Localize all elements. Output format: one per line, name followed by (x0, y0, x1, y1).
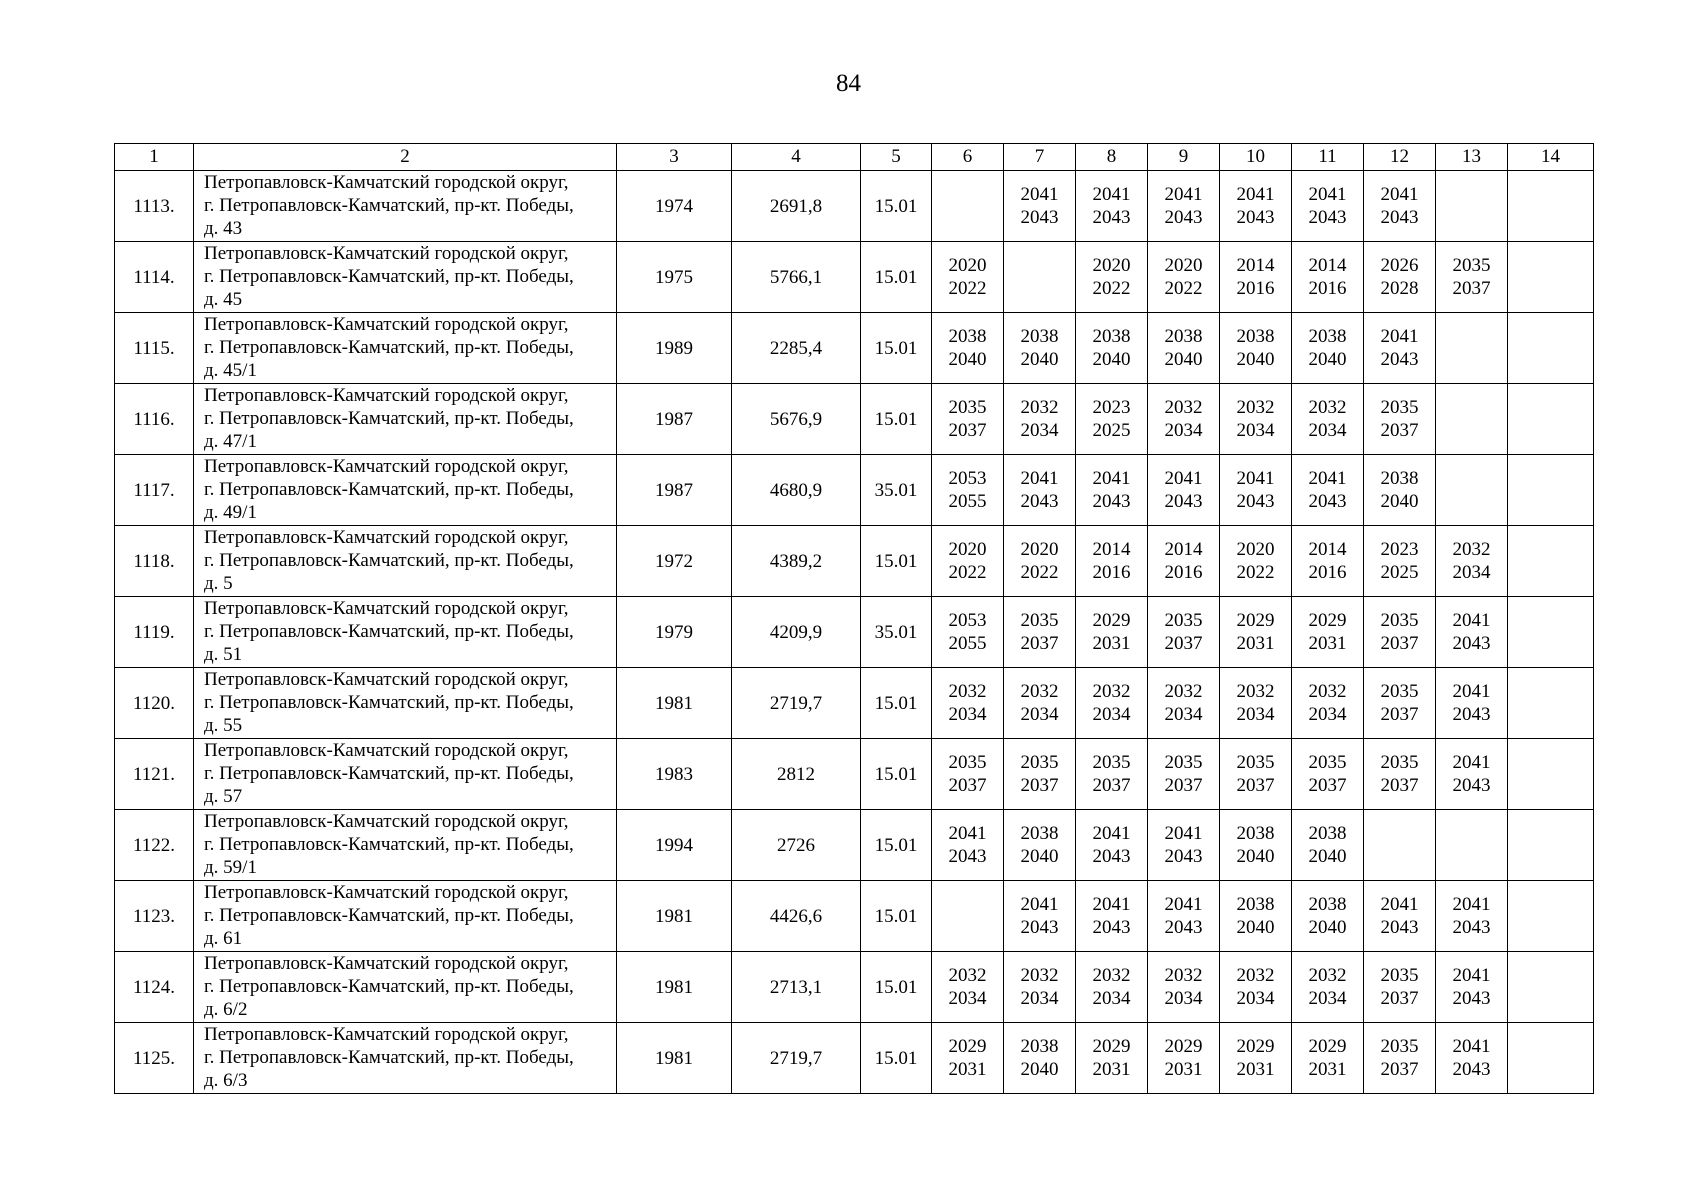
repair-period-cell: 2038 2040 (1292, 881, 1364, 952)
repair-period-cell: 2014 2016 (1292, 526, 1364, 597)
area-cell: 2719,7 (732, 668, 861, 739)
repair-period-cell (1508, 952, 1594, 1023)
repair-period-cell (932, 171, 1004, 242)
page-number: 84 (836, 70, 861, 97)
address-cell: Петропавловск-Камчатский городской округ, г. Петропавловск-Камчатский, пр-кт. Победы, д. 51 (194, 597, 617, 668)
repair-period-cell: 2032 2034 (1148, 952, 1220, 1023)
repair-period-cell (1508, 597, 1594, 668)
repair-period-cell: 2035 2037 (1436, 242, 1508, 313)
repair-period-cell: 2029 2031 (1220, 1023, 1292, 1094)
repair-period-cell (1436, 171, 1508, 242)
repair-period-cell: 2020 2022 (932, 242, 1004, 313)
repair-period-cell: 2032 2034 (1436, 526, 1508, 597)
code-cell: 15.01 (861, 810, 932, 881)
row-number-cell: 1124. (115, 952, 194, 1023)
code-cell: 15.01 (861, 1023, 932, 1094)
row-number-cell: 1117. (115, 455, 194, 526)
area-cell: 4426,6 (732, 881, 861, 952)
area-cell: 2285,4 (732, 313, 861, 384)
area-cell: 2691,8 (732, 171, 861, 242)
repair-period-cell: 2038 2040 (1220, 810, 1292, 881)
table-body (115, 171, 1594, 1094)
area-cell: 2726 (732, 810, 861, 881)
repair-period-cell: 2038 2040 (1004, 313, 1076, 384)
repair-period-cell: 2014 2016 (1148, 526, 1220, 597)
repair-period-cell (1508, 455, 1594, 526)
build-year-cell: 1972 (617, 526, 732, 597)
repair-period-cell: 2029 2031 (1292, 1023, 1364, 1094)
repair-period-cell (1508, 668, 1594, 739)
repair-period-cell (1508, 526, 1594, 597)
area-cell: 4209,9 (732, 597, 861, 668)
repair-period-cell: 2035 2037 (932, 739, 1004, 810)
table-row (115, 597, 1594, 668)
repair-period-cell: 2023 2025 (1364, 526, 1436, 597)
repair-period-cell: 2035 2037 (1364, 1023, 1436, 1094)
repair-period-cell: 2032 2034 (932, 952, 1004, 1023)
repair-period-cell: 2041 2043 (1076, 171, 1148, 242)
repair-period-cell (1508, 810, 1594, 881)
repair-period-cell: 2041 2043 (1220, 171, 1292, 242)
row-number-cell: 1121. (115, 739, 194, 810)
repair-period-cell (1436, 313, 1508, 384)
repair-period-cell: 2038 2040 (1292, 810, 1364, 881)
repair-period-cell (1436, 810, 1508, 881)
table-row (115, 1023, 1594, 1094)
build-year-cell: 1981 (617, 952, 732, 1023)
code-cell: 15.01 (861, 526, 932, 597)
repair-period-cell: 2032 2034 (1292, 384, 1364, 455)
repair-period-cell: 2035 2037 (1076, 739, 1148, 810)
table-row (115, 739, 1594, 810)
address-cell: Петропавловск-Камчатский городской округ, г. Петропавловск-Камчатский, пр-кт. Победы, д. 57 (194, 739, 617, 810)
build-year-cell: 1983 (617, 739, 732, 810)
code-cell: 15.01 (861, 171, 932, 242)
repair-period-cell: 2038 2040 (1148, 313, 1220, 384)
repair-period-cell: 2041 2043 (1292, 171, 1364, 242)
repair-period-cell: 2053 2055 (932, 597, 1004, 668)
row-number-cell: 1113. (115, 171, 194, 242)
repair-period-cell: 2035 2037 (1364, 668, 1436, 739)
address-cell: Петропавловск-Камчатский городской округ, г. Петропавловск-Камчатский, пр-кт. Победы, д. 6/2 (194, 952, 617, 1023)
address-cell: Петропавловск-Камчатский городской округ, г. Петропавловск-Камчатский, пр-кт. Победы, д. 45/1 (194, 313, 617, 384)
area-cell: 2812 (732, 739, 861, 810)
column-header: 6 (932, 144, 1004, 171)
column-header: 12 (1364, 144, 1436, 171)
repair-period-cell: 2020 2022 (1148, 242, 1220, 313)
repair-period-cell: 2041 2043 (1292, 455, 1364, 526)
repair-period-cell: 2041 2043 (1436, 597, 1508, 668)
code-cell: 35.01 (861, 455, 932, 526)
repair-period-cell: 2035 2037 (1004, 597, 1076, 668)
repair-period-cell: 2041 2043 (1004, 171, 1076, 242)
repair-period-cell: 2020 2022 (1220, 526, 1292, 597)
table-row (115, 171, 1594, 242)
repair-period-cell: 2035 2037 (1292, 739, 1364, 810)
address-cell: Петропавловск-Камчатский городской округ, г. Петропавловск-Камчатский, пр-кт. Победы, д. 55 (194, 668, 617, 739)
table-row (115, 384, 1594, 455)
area-cell: 2713,1 (732, 952, 861, 1023)
repair-period-cell: 2038 2040 (1364, 455, 1436, 526)
repair-period-cell: 2035 2037 (1364, 384, 1436, 455)
repair-period-cell: 2041 2043 (1148, 455, 1220, 526)
repair-period-cell: 2023 2025 (1076, 384, 1148, 455)
repair-period-cell: 2029 2031 (1292, 597, 1364, 668)
repair-period-cell: 2029 2031 (932, 1023, 1004, 1094)
repair-period-cell: 2035 2037 (1148, 597, 1220, 668)
row-number-cell: 1120. (115, 668, 194, 739)
row-number-cell: 1125. (115, 1023, 194, 1094)
repair-period-cell: 2032 2034 (1004, 384, 1076, 455)
repair-period-cell: 2038 2040 (1004, 810, 1076, 881)
build-year-cell: 1981 (617, 1023, 732, 1094)
repair-period-cell (1436, 384, 1508, 455)
repair-period-cell: 2041 2043 (1004, 881, 1076, 952)
address-cell: Петропавловск-Камчатский городской округ, г. Петропавловск-Камчатский, пр-кт. Победы, д. 5 (194, 526, 617, 597)
repair-period-cell (1508, 739, 1594, 810)
table-row (115, 455, 1594, 526)
repair-period-cell (1508, 384, 1594, 455)
address-cell: Петропавловск-Камчатский городской округ, г. Петропавловск-Камчатский, пр-кт. Победы, д. 61 (194, 881, 617, 952)
build-year-cell: 1979 (617, 597, 732, 668)
repair-period-cell: 2038 2040 (932, 313, 1004, 384)
column-header: 5 (861, 144, 932, 171)
table-row (115, 952, 1594, 1023)
repair-period-cell: 2035 2037 (1220, 739, 1292, 810)
column-header: 13 (1436, 144, 1508, 171)
code-cell: 15.01 (861, 952, 932, 1023)
repair-period-cell: 2038 2040 (1076, 313, 1148, 384)
repair-period-cell (1508, 242, 1594, 313)
build-year-cell: 1994 (617, 810, 732, 881)
repair-period-cell (1004, 242, 1076, 313)
repair-period-cell: 2029 2031 (1220, 597, 1292, 668)
row-number-cell: 1115. (115, 313, 194, 384)
build-year-cell: 1987 (617, 455, 732, 526)
address-cell: Петропавловск-Камчатский городской округ, г. Петропавловск-Камчатский, пр-кт. Победы, д. 45 (194, 242, 617, 313)
code-cell: 15.01 (861, 384, 932, 455)
repair-period-cell: 2041 2043 (1436, 1023, 1508, 1094)
repair-period-cell: 2029 2031 (1076, 1023, 1148, 1094)
repair-period-cell: 2041 2043 (1436, 668, 1508, 739)
repair-period-cell (1508, 313, 1594, 384)
column-header: 8 (1076, 144, 1148, 171)
column-header: 9 (1148, 144, 1220, 171)
repair-period-cell: 2038 2040 (1292, 313, 1364, 384)
code-cell: 15.01 (861, 739, 932, 810)
repair-period-cell: 2038 2040 (1220, 313, 1292, 384)
repair-period-cell: 2032 2034 (1004, 952, 1076, 1023)
row-number-cell: 1116. (115, 384, 194, 455)
repair-period-cell: 2035 2037 (1004, 739, 1076, 810)
column-header: 11 (1292, 144, 1364, 171)
row-number-cell: 1114. (115, 242, 194, 313)
repair-period-cell: 2032 2034 (1292, 668, 1364, 739)
repair-period-cell: 2020 2022 (1004, 526, 1076, 597)
address-cell: Петропавловск-Камчатский городской округ, г. Петропавловск-Камчатский, пр-кт. Победы, д. 43 (194, 171, 617, 242)
repair-period-cell: 2032 2034 (1220, 668, 1292, 739)
code-cell: 15.01 (861, 668, 932, 739)
repair-period-cell: 2053 2055 (932, 455, 1004, 526)
repair-period-cell: 2041 2043 (1436, 739, 1508, 810)
repair-period-cell: 2038 2040 (1220, 881, 1292, 952)
area-cell: 5766,1 (732, 242, 861, 313)
repair-period-cell: 2020 2022 (1076, 242, 1148, 313)
code-cell: 15.01 (861, 242, 932, 313)
table-row (115, 313, 1594, 384)
build-year-cell: 1989 (617, 313, 732, 384)
build-year-cell: 1975 (617, 242, 732, 313)
build-year-cell: 1987 (617, 384, 732, 455)
repair-period-cell: 2041 2043 (1004, 455, 1076, 526)
build-year-cell: 1981 (617, 668, 732, 739)
area-cell: 4389,2 (732, 526, 861, 597)
table-row (115, 242, 1594, 313)
repair-period-cell: 2041 2043 (1076, 455, 1148, 526)
repair-period-cell: 2041 2043 (1148, 881, 1220, 952)
address-cell: Петропавловск-Камчатский городской округ, г. Петропавловск-Камчатский, пр-кт. Победы, д. 49/1 (194, 455, 617, 526)
repair-period-cell: 2032 2034 (1076, 952, 1148, 1023)
code-cell: 15.01 (861, 881, 932, 952)
repair-period-cell: 2041 2043 (932, 810, 1004, 881)
repair-period-cell (932, 881, 1004, 952)
housing-repair-table (114, 143, 1594, 1094)
row-number-cell: 1119. (115, 597, 194, 668)
code-cell: 35.01 (861, 597, 932, 668)
repair-period-cell: 2041 2043 (1364, 171, 1436, 242)
repair-period-cell: 2038 2040 (1004, 1023, 1076, 1094)
repair-period-cell: 2032 2034 (1220, 384, 1292, 455)
repair-period-cell: 2026 2028 (1364, 242, 1436, 313)
repair-period-cell: 2035 2037 (1364, 597, 1436, 668)
repair-period-cell: 2041 2043 (1364, 881, 1436, 952)
column-header: 2 (194, 144, 617, 171)
repair-period-cell: 2020 2022 (932, 526, 1004, 597)
repair-period-cell: 2032 2034 (1076, 668, 1148, 739)
repair-period-cell: 2014 2016 (1076, 526, 1148, 597)
repair-period-cell: 2014 2016 (1220, 242, 1292, 313)
repair-period-cell: 2035 2037 (932, 384, 1004, 455)
repair-period-cell: 2032 2034 (1148, 668, 1220, 739)
build-year-cell: 1974 (617, 171, 732, 242)
repair-period-cell: 2035 2037 (1364, 739, 1436, 810)
repair-period-cell: 2041 2043 (1148, 171, 1220, 242)
address-cell: Петропавловск-Камчатский городской округ, г. Петропавловск-Камчатский, пр-кт. Победы, д. 47/1 (194, 384, 617, 455)
repair-period-cell: 2041 2043 (1148, 810, 1220, 881)
repair-period-cell: 2029 2031 (1148, 1023, 1220, 1094)
table-row (115, 881, 1594, 952)
area-cell: 5676,9 (732, 384, 861, 455)
repair-period-cell: 2032 2034 (1148, 384, 1220, 455)
row-number-cell: 1118. (115, 526, 194, 597)
repair-period-cell: 2014 2016 (1292, 242, 1364, 313)
header-row (115, 144, 1594, 171)
address-cell: Петропавловск-Камчатский городской округ, г. Петропавловск-Камчатский, пр-кт. Победы, д. 59/1 (194, 810, 617, 881)
repair-period-cell (1508, 171, 1594, 242)
repair-period-cell (1508, 1023, 1594, 1094)
column-header: 7 (1004, 144, 1076, 171)
repair-period-cell: 2041 2043 (1220, 455, 1292, 526)
column-header: 4 (732, 144, 861, 171)
area-cell: 2719,7 (732, 1023, 861, 1094)
repair-period-cell (1364, 810, 1436, 881)
table-row (115, 526, 1594, 597)
repair-period-cell: 2035 2037 (1148, 739, 1220, 810)
repair-period-cell: 2032 2034 (932, 668, 1004, 739)
repair-period-cell: 2041 2043 (1436, 881, 1508, 952)
repair-period-cell: 2029 2031 (1076, 597, 1148, 668)
column-header: 14 (1508, 144, 1594, 171)
repair-period-cell: 2041 2043 (1076, 810, 1148, 881)
repair-period-cell: 2041 2043 (1436, 952, 1508, 1023)
repair-period-cell: 2035 2037 (1364, 952, 1436, 1023)
table-row (115, 810, 1594, 881)
row-number-cell: 1123. (115, 881, 194, 952)
repair-period-cell: 2032 2034 (1292, 952, 1364, 1023)
repair-period-cell (1508, 881, 1594, 952)
repair-period-cell: 2041 2043 (1076, 881, 1148, 952)
repair-period-cell (1436, 455, 1508, 526)
column-header: 3 (617, 144, 732, 171)
repair-period-cell: 2041 2043 (1364, 313, 1436, 384)
area-cell: 4680,9 (732, 455, 861, 526)
table-row (115, 668, 1594, 739)
row-number-cell: 1122. (115, 810, 194, 881)
code-cell: 15.01 (861, 313, 932, 384)
column-header: 1 (115, 144, 194, 171)
repair-period-cell: 2032 2034 (1004, 668, 1076, 739)
address-cell: Петропавловск-Камчатский городской округ, г. Петропавловск-Камчатский, пр-кт. Победы, д. 6/3 (194, 1023, 617, 1094)
build-year-cell: 1981 (617, 881, 732, 952)
repair-period-cell: 2032 2034 (1220, 952, 1292, 1023)
column-header: 10 (1220, 144, 1292, 171)
